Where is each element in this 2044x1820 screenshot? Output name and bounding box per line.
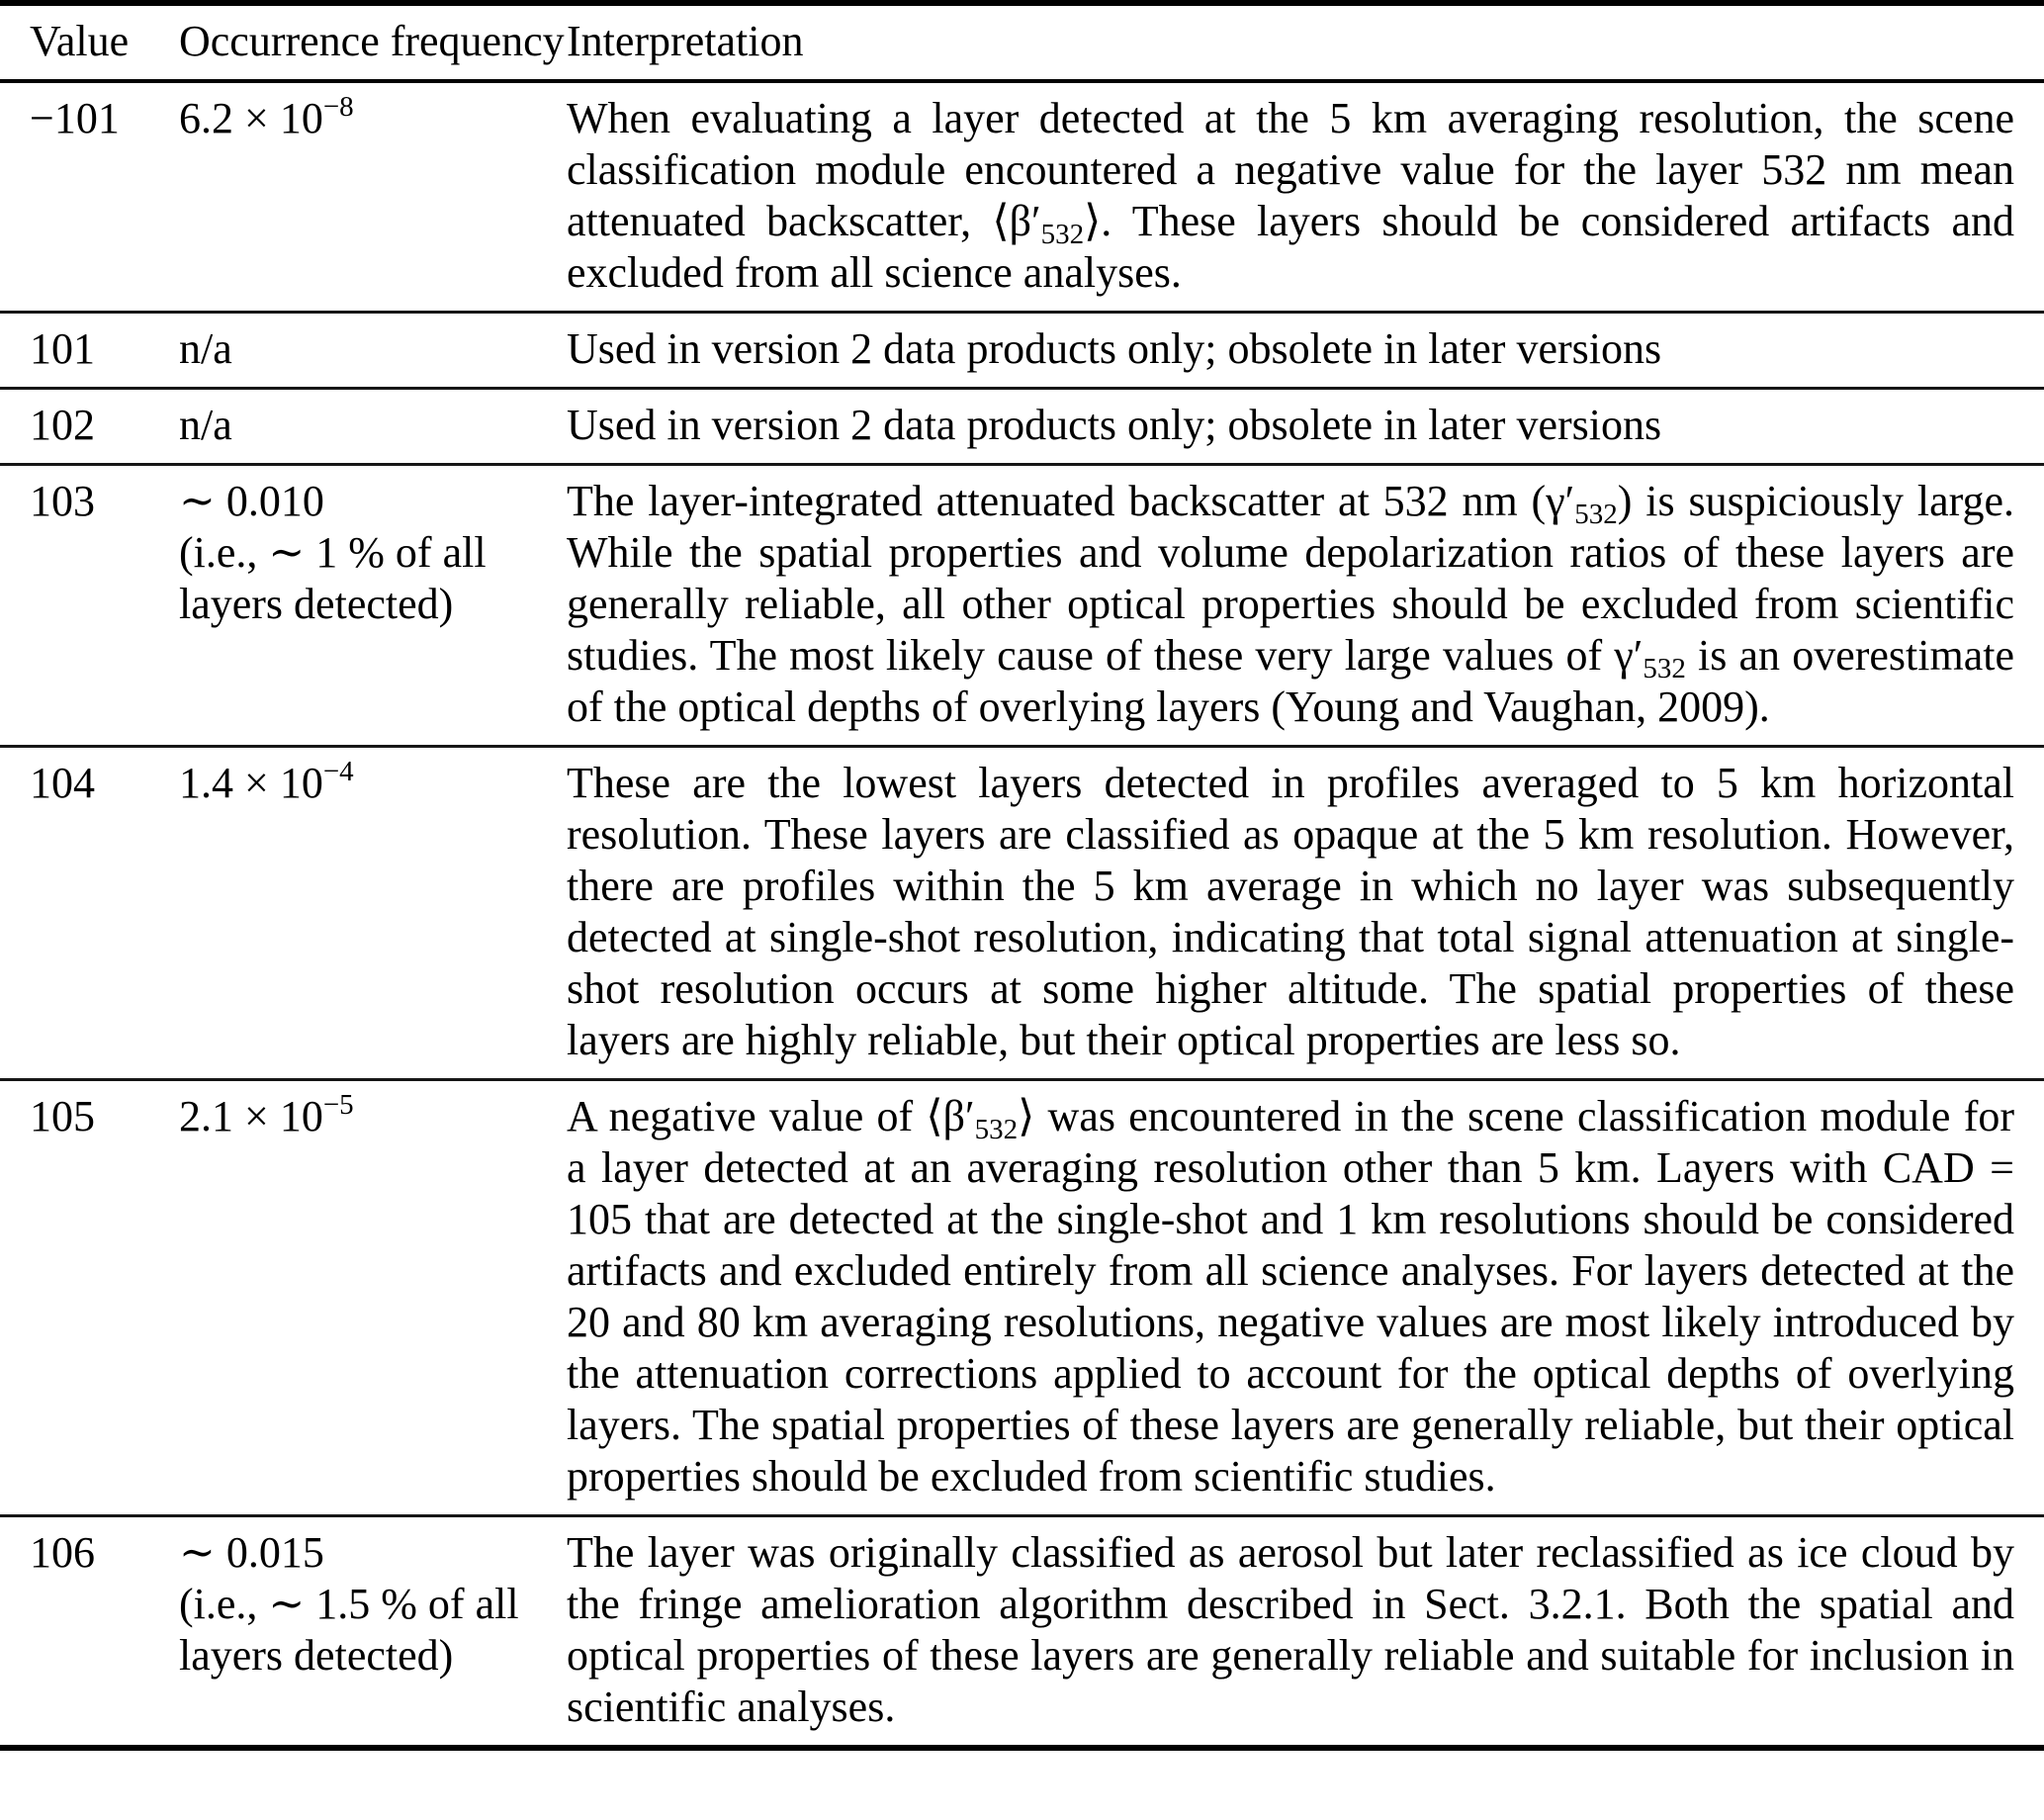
column-header-occurrence-frequency: Occurrence frequency xyxy=(179,17,565,65)
cell-value: −101 xyxy=(30,94,120,142)
cell-interpretation: These are the lowest layers detected in profiles averaged to 5 km horizontal resolution. These layers are classified as opaque at the 5 km resolution. However, there are profiles within the 5 km average in which no layer was subsequently detected at single-shot resolution, indicating that total signal attenuation at single-shot resolution occurs at some higher altitude. The spatial properties of these layers are highly reliable, but their optical properties are less so. xyxy=(567,759,2014,1064)
cell-frequency: $1.4 \times 10^{-4}$ xyxy=(179,756,354,807)
table-row xyxy=(0,1080,2044,1516)
table-header xyxy=(0,3,2044,81)
header-row xyxy=(0,3,2044,81)
cell-frequency: $6.2 \times 10^{-8}$ xyxy=(179,91,354,142)
cell-interpretation: When evaluating a layer detected at the 5 km averaging resolution, the scene classification module encountered a negative value for the layer 532 nm mean attenuated backscatter, $⟨\beta'_{532}⟩$. These layers should be considered artifacts and excluded from all science analyses. xyxy=(567,94,2014,297)
table-row xyxy=(0,313,2044,389)
cell-frequency: n/a xyxy=(179,324,232,373)
cell-interpretation: Used in version 2 data products only; obsolete in later versions xyxy=(567,324,1662,373)
cell-interpretation: A negative value of $⟨\beta'_{532}⟩$ was encountered in the scene classification module for a layer detected at an averaging resolution other than 5 km. Layers with CAD = 105 that are detected at the single-shot and 1 km resolutions should be considered artifacts and excluded entirely from all science analyses. For layers detected at the 20 and 80 km averaging resolutions, negative values are most likely introduced by the attenuation corrections applied to account for the optical depths of overlying layers. The spatial properties of these layers are generally reliable, but their optical properties should be excluded from scientific studies. xyxy=(567,1092,2015,1501)
cell-value: 106 xyxy=(30,1528,95,1577)
table-row xyxy=(0,1516,2044,1749)
cell-interpretation: Used in version 2 data products only; obsolete in later versions xyxy=(567,401,1662,449)
cell-value: 101 xyxy=(30,324,95,373)
cell-frequency: ∼ 0.010 (i.e., ∼ 1 % of all layers detected) xyxy=(179,477,487,628)
cell-frequency: ∼ 0.015 (i.e., ∼ 1.5 % of all layers detected) xyxy=(179,1528,519,1680)
cell-interpretation: The layer-integrated attenuated backscatter at 532 nm $(\gamma'_{532})$ is suspiciously large. While the spatial properties and volume depolarization ratios of these layers are generally reliable, all other optical properties should be excluded from scientific studies. The most likely cause of these very large values of $\gamma'_{532}$ is an overestimate of the optical depths of overlying layers (Young and Vaughan, 2009). xyxy=(567,477,2014,731)
table-row xyxy=(0,465,2044,747)
cell-value: 104 xyxy=(30,759,95,807)
cell-frequency: n/a xyxy=(179,401,232,449)
cell-value: 103 xyxy=(30,477,95,525)
cell-value: 105 xyxy=(30,1092,95,1140)
table-row xyxy=(0,81,2044,313)
table-row xyxy=(0,747,2044,1080)
table-row xyxy=(0,389,2044,465)
column-header-value: Value xyxy=(30,17,130,65)
cell-frequency: $2.1 \times 10^{-5}$ xyxy=(179,1089,354,1140)
cell-value: 102 xyxy=(30,401,95,449)
cell-interpretation: The layer was originally classified as aerosol but later reclassified as ice cloud by the fringe amelioration algorithm described in Sect. 3.2.1. Both the spatial and optical properties of these layers are generally reliable and suitable for inclusion in scientific analyses. xyxy=(567,1528,2014,1731)
column-header-interpretation: Interpretation xyxy=(567,17,804,65)
table-body xyxy=(0,81,2044,1748)
